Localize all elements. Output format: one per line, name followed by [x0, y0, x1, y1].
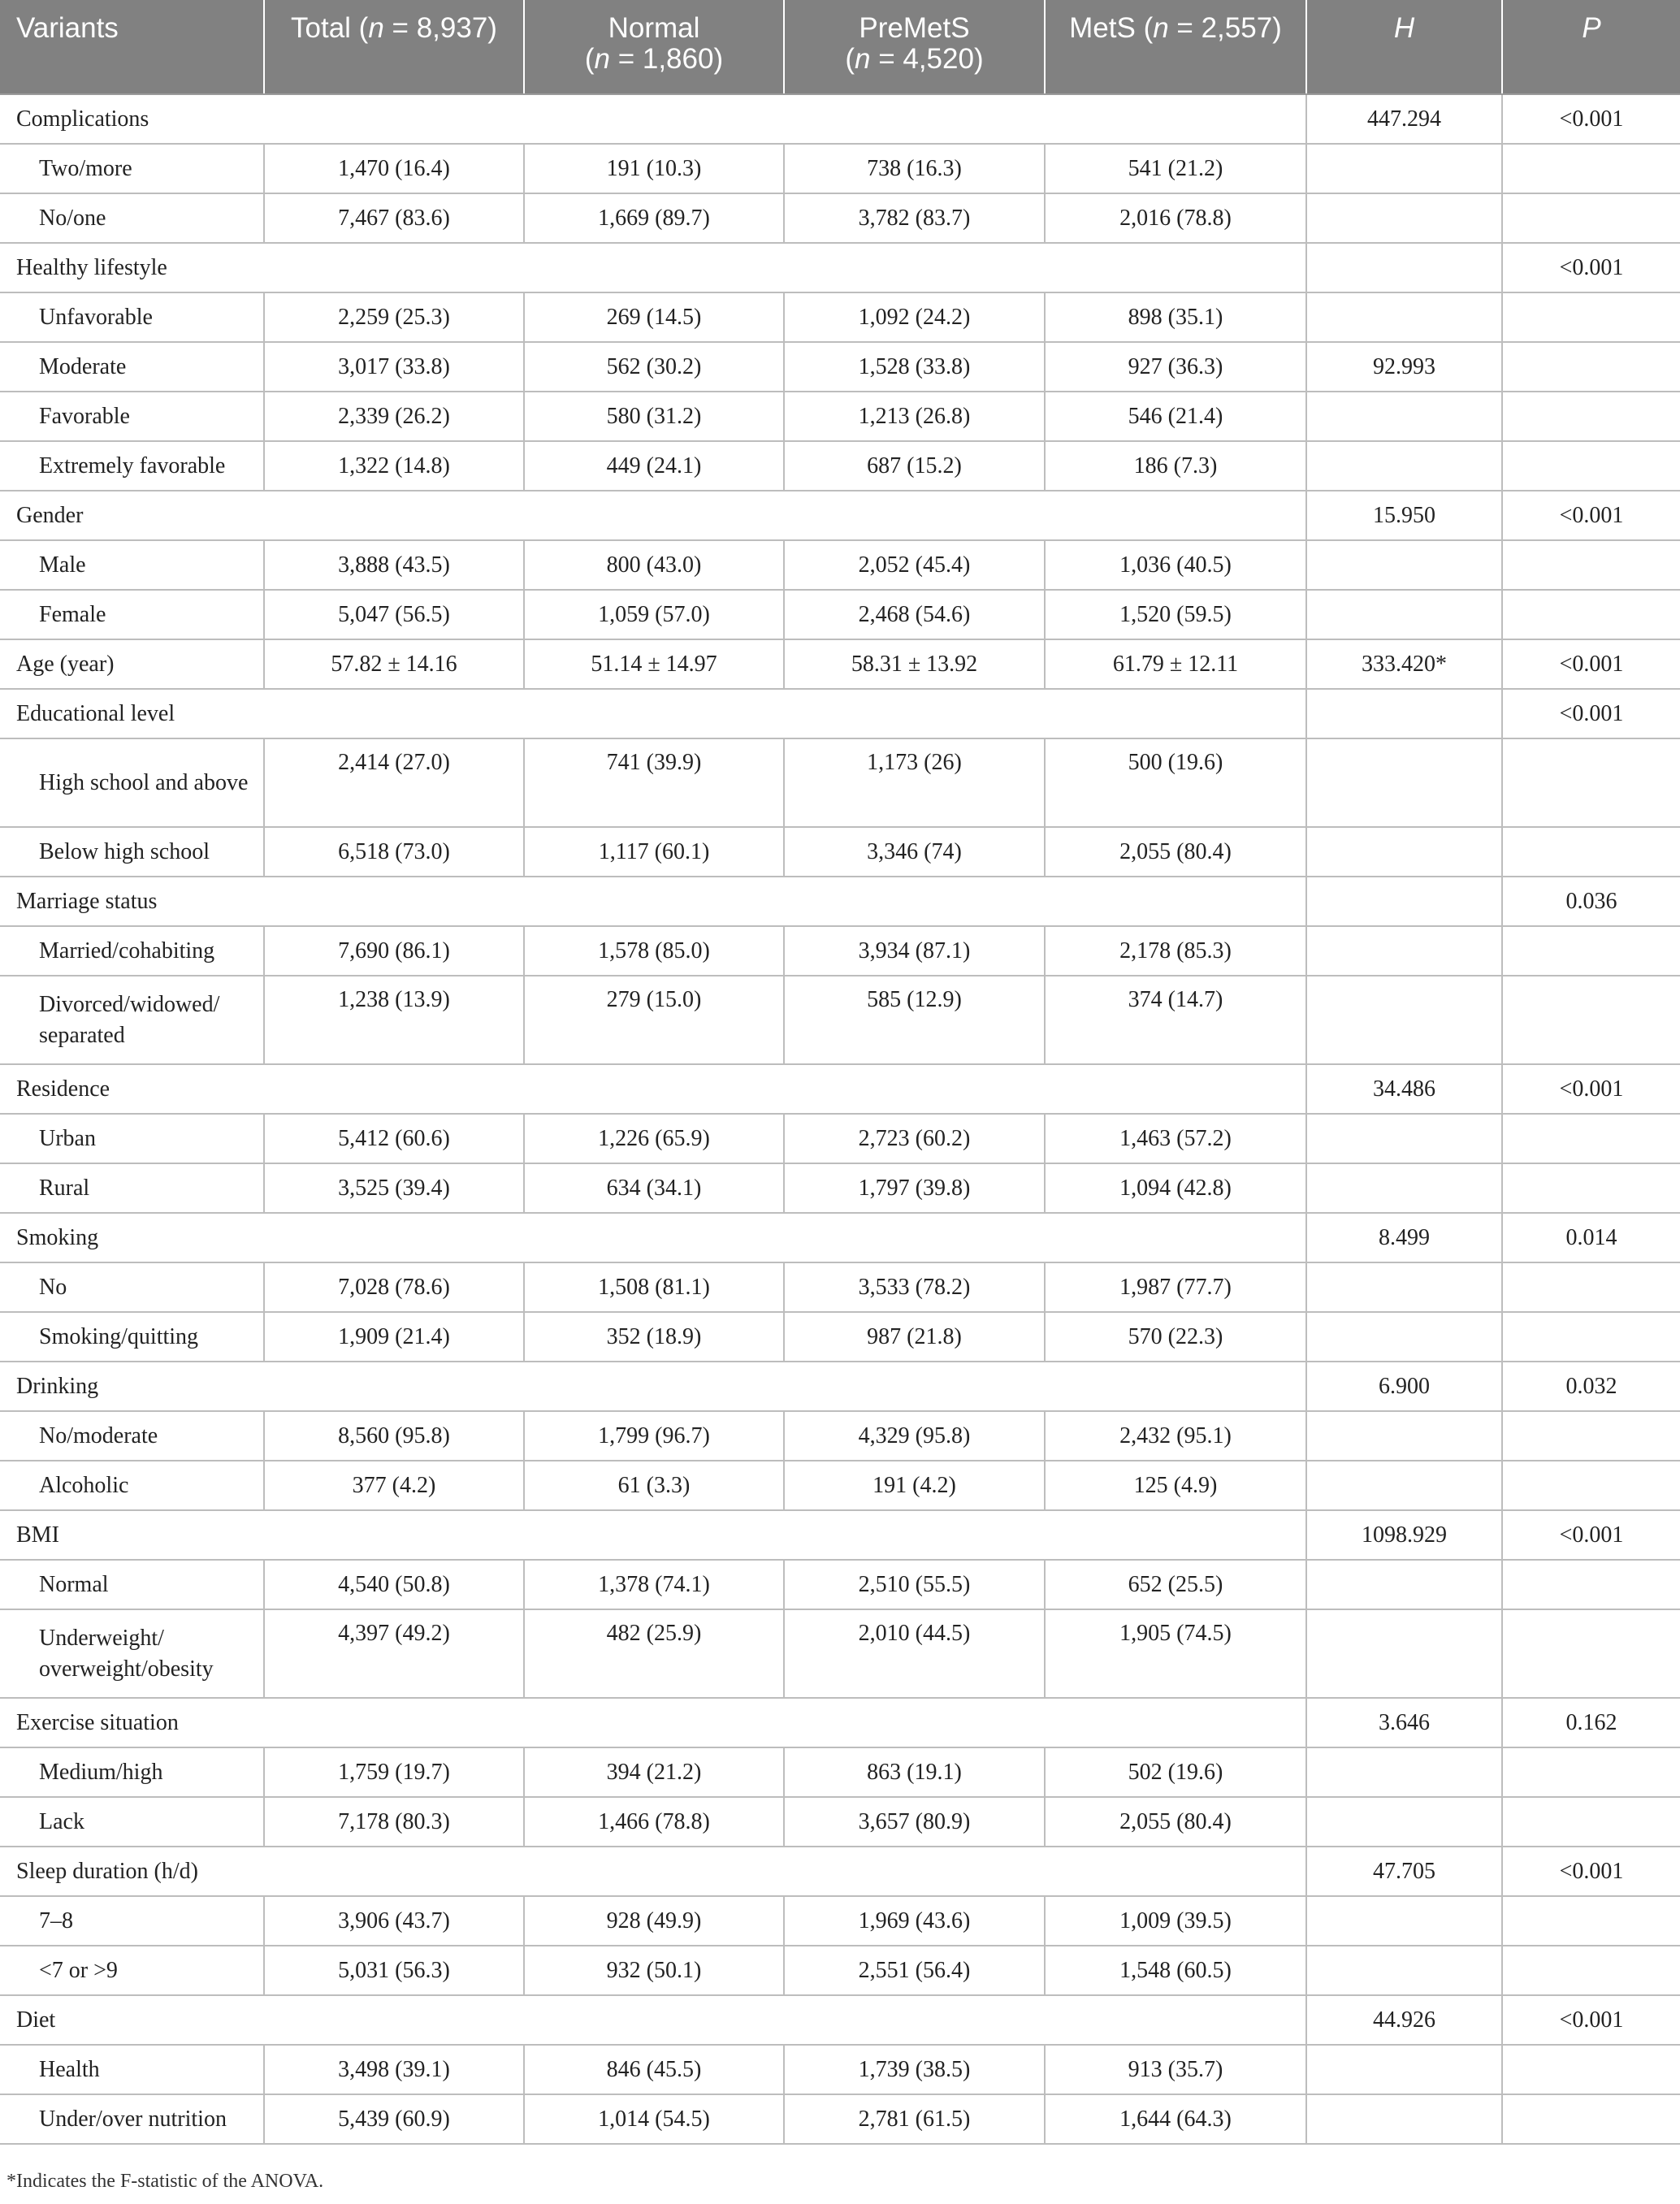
subcategory-label: Extremely favorable: [0, 441, 264, 491]
cell-premets: 58.31 ± 13.92: [784, 639, 1045, 689]
cell-premets: 863 (19.1): [784, 1747, 1045, 1797]
table-header: [0, 0, 1680, 94]
cell-p: <0.001: [1502, 1064, 1680, 1114]
subcategory-label: Urban: [0, 1114, 264, 1163]
cell-total: 4,397 (49.2): [264, 1609, 524, 1698]
cell-total: 3,525 (39.4): [264, 1163, 524, 1213]
cell-mets: 913 (35.7): [1045, 2045, 1306, 2094]
cell-h: [1306, 243, 1502, 292]
table-row: [0, 1114, 1680, 1163]
cell-h: [1306, 1461, 1502, 1510]
cell-normal: 482 (25.9): [524, 1609, 784, 1698]
cell-p: [1502, 441, 1680, 491]
table-row: [0, 1312, 1680, 1362]
cell-p: [1502, 540, 1680, 590]
cell-p: <0.001: [1502, 1847, 1680, 1896]
table-row: [0, 738, 1680, 827]
table-row: [0, 976, 1680, 1064]
table-footnote: *Indicates the F-statistic of the ANOVA.: [6, 2171, 324, 2192]
cell-p: [1502, 1609, 1680, 1698]
table-row: [0, 441, 1680, 491]
cell-normal: 634 (34.1): [524, 1163, 784, 1213]
subcategory-label: Alcoholic: [0, 1461, 264, 1510]
cell-p: [1502, 1114, 1680, 1163]
cell-premets: 2,781 (61.5): [784, 2094, 1045, 2144]
cell-p: <0.001: [1502, 1995, 1680, 2045]
cell-h: [1306, 292, 1502, 342]
cell-normal: 928 (49.9): [524, 1896, 784, 1946]
subcategory-label: Below high school: [0, 827, 264, 877]
cell-h: [1306, 590, 1502, 639]
cell-mets: 652 (25.5): [1045, 1560, 1306, 1609]
category-label: Sleep duration (h/d): [0, 1847, 1306, 1896]
table-row: [0, 1797, 1680, 1847]
subcategory-label: No/moderate: [0, 1411, 264, 1461]
cell-premets: 1,092 (24.2): [784, 292, 1045, 342]
category-label: Residence: [0, 1064, 1306, 1114]
cell-p: 0.162: [1502, 1698, 1680, 1747]
category-label: Drinking: [0, 1362, 1306, 1411]
cell-premets: 191 (4.2): [784, 1461, 1045, 1510]
cell-h: 6.900: [1306, 1362, 1502, 1411]
cell-total: 3,888 (43.5): [264, 540, 524, 590]
cell-p: [1502, 392, 1680, 441]
cell-p: [1502, 2045, 1680, 2094]
cell-h: [1306, 1609, 1502, 1698]
cell-total: 1,238 (13.9): [264, 976, 524, 1064]
cell-h: 92.993: [1306, 342, 1502, 392]
cell-h: [1306, 1896, 1502, 1946]
table-row: [0, 1362, 1680, 1411]
cell-normal: 1,059 (57.0): [524, 590, 784, 639]
cell-total: 1,322 (14.8): [264, 441, 524, 491]
cell-p: [1502, 1560, 1680, 1609]
table-row: [0, 590, 1680, 639]
table-row: [0, 1163, 1680, 1213]
cell-h: [1306, 441, 1502, 491]
cell-h: [1306, 193, 1502, 243]
cell-total: 5,047 (56.5): [264, 590, 524, 639]
cell-h: [1306, 540, 1502, 590]
cell-mets: 1,463 (57.2): [1045, 1114, 1306, 1163]
category-label: Exercise situation: [0, 1698, 1306, 1747]
cell-p: [1502, 193, 1680, 243]
cell-h: [1306, 827, 1502, 877]
cell-normal: 61 (3.3): [524, 1461, 784, 1510]
cell-premets: 3,346 (74): [784, 827, 1045, 877]
cell-mets: 541 (21.2): [1045, 144, 1306, 193]
cell-premets: 1,739 (38.5): [784, 2045, 1045, 2094]
subcategory-label: Under/over nutrition: [0, 2094, 264, 2144]
cell-total: 3,017 (33.8): [264, 342, 524, 392]
cell-normal: 51.14 ± 14.97: [524, 639, 784, 689]
cell-p: <0.001: [1502, 243, 1680, 292]
cell-mets: 2,016 (78.8): [1045, 193, 1306, 243]
table-row: [0, 1411, 1680, 1461]
cell-p: [1502, 1312, 1680, 1362]
cell-total: 7,028 (78.6): [264, 1262, 524, 1312]
subcategory-label: Divorced/widowed/ separated: [0, 976, 264, 1064]
cell-h: [1306, 2094, 1502, 2144]
cell-total: 2,259 (25.3): [264, 292, 524, 342]
cell-mets: 374 (14.7): [1045, 976, 1306, 1064]
subcategory-label: High school and above: [0, 738, 264, 827]
cell-normal: 191 (10.3): [524, 144, 784, 193]
subcategory-label: 7–8: [0, 1896, 264, 1946]
subcategory-label: Favorable: [0, 392, 264, 441]
cell-p: [1502, 1946, 1680, 1995]
cell-h: [1306, 392, 1502, 441]
subcategory-label: Two/more: [0, 144, 264, 193]
category-label: Smoking: [0, 1213, 1306, 1262]
cell-premets: 987 (21.8): [784, 1312, 1045, 1362]
cell-p: [1502, 590, 1680, 639]
header-variants: Variants: [0, 0, 264, 94]
cell-normal: 800 (43.0): [524, 540, 784, 590]
cell-normal: 562 (30.2): [524, 342, 784, 392]
table-row: [0, 1946, 1680, 1995]
cell-mets: 546 (21.4): [1045, 392, 1306, 441]
cell-premets: 3,657 (80.9): [784, 1797, 1045, 1847]
table-row: [0, 689, 1680, 738]
table-row: [0, 1747, 1680, 1797]
cell-mets: 1,987 (77.7): [1045, 1262, 1306, 1312]
table-row: [0, 639, 1680, 689]
cell-normal: 1,226 (65.9): [524, 1114, 784, 1163]
cell-h: [1306, 1747, 1502, 1797]
table-row: [0, 144, 1680, 193]
subcategory-label: Rural: [0, 1163, 264, 1213]
cell-normal: 1,799 (96.7): [524, 1411, 784, 1461]
cell-h: [1306, 1946, 1502, 1995]
cell-total: 2,414 (27.0): [264, 738, 524, 827]
table-row: [0, 1510, 1680, 1560]
cell-h: [1306, 1560, 1502, 1609]
subcategory-label: No/one: [0, 193, 264, 243]
cell-p: [1502, 1411, 1680, 1461]
table-row: [0, 1609, 1680, 1698]
table-row: [0, 94, 1680, 144]
cell-p: 0.036: [1502, 877, 1680, 926]
cell-premets: 585 (12.9): [784, 976, 1045, 1064]
cell-total: 377 (4.2): [264, 1461, 524, 1510]
table-row: [0, 1560, 1680, 1609]
table-body: [0, 94, 1680, 2144]
cell-mets: 1,644 (64.3): [1045, 2094, 1306, 2144]
cell-mets: 2,055 (80.4): [1045, 827, 1306, 877]
cell-premets: 3,533 (78.2): [784, 1262, 1045, 1312]
category-label: BMI: [0, 1510, 1306, 1560]
subcategory-label: Health: [0, 2045, 264, 2094]
cell-total: 5,439 (60.9): [264, 2094, 524, 2144]
cell-total: 1,909 (21.4): [264, 1312, 524, 1362]
row-label: Age (year): [0, 639, 264, 689]
cell-mets: 61.79 ± 12.11: [1045, 639, 1306, 689]
cell-h: 44.926: [1306, 1995, 1502, 2045]
cell-h: [1306, 877, 1502, 926]
cell-premets: 3,782 (83.7): [784, 193, 1045, 243]
cell-mets: 500 (19.6): [1045, 738, 1306, 827]
table-row: [0, 877, 1680, 926]
header-p: P: [1502, 0, 1680, 94]
header-normal: Normal (n = 1,860): [524, 0, 784, 94]
cell-mets: 186 (7.3): [1045, 441, 1306, 491]
cell-total: 1,470 (16.4): [264, 144, 524, 193]
cell-premets: 1,213 (26.8): [784, 392, 1045, 441]
cell-mets: 1,009 (39.5): [1045, 1896, 1306, 1946]
cell-total: 4,540 (50.8): [264, 1560, 524, 1609]
cell-total: 3,906 (43.7): [264, 1896, 524, 1946]
cell-premets: 2,010 (44.5): [784, 1609, 1045, 1698]
subcategory-label: Married/cohabiting: [0, 926, 264, 976]
subcategory-label: Normal: [0, 1560, 264, 1609]
cell-normal: 352 (18.9): [524, 1312, 784, 1362]
cell-h: [1306, 689, 1502, 738]
cell-h: [1306, 926, 1502, 976]
cell-p: [1502, 1262, 1680, 1312]
table-row: [0, 2045, 1680, 2094]
cell-normal: 741 (39.9): [524, 738, 784, 827]
cell-p: [1502, 1461, 1680, 1510]
cell-p: <0.001: [1502, 491, 1680, 540]
cell-h: [1306, 1163, 1502, 1213]
table-row: [0, 1896, 1680, 1946]
cell-normal: 846 (45.5): [524, 2045, 784, 2094]
cell-mets: 1,036 (40.5): [1045, 540, 1306, 590]
subcategory-label: Moderate: [0, 342, 264, 392]
cell-p: [1502, 2094, 1680, 2144]
cell-total: 1,759 (19.7): [264, 1747, 524, 1797]
subcategory-label: <7 or >9: [0, 1946, 264, 1995]
header-h: H: [1306, 0, 1502, 94]
cell-h: [1306, 1797, 1502, 1847]
subcategory-label: Female: [0, 590, 264, 639]
cell-h: 1098.929: [1306, 1510, 1502, 1560]
table-row: [0, 926, 1680, 976]
header-premets: PreMetS (n = 4,520): [784, 0, 1045, 94]
cell-normal: 1,117 (60.1): [524, 827, 784, 877]
cell-h: 447.294: [1306, 94, 1502, 144]
cell-p: [1502, 827, 1680, 877]
cell-p: [1502, 976, 1680, 1064]
table-row: [0, 1064, 1680, 1114]
cell-normal: 1,669 (89.7): [524, 193, 784, 243]
subcategory-label: Medium/high: [0, 1747, 264, 1797]
cell-h: [1306, 1411, 1502, 1461]
cell-premets: 3,934 (87.1): [784, 926, 1045, 976]
table-row: [0, 1262, 1680, 1312]
cell-p: <0.001: [1502, 1510, 1680, 1560]
subcategory-label: Lack: [0, 1797, 264, 1847]
cell-h: [1306, 1262, 1502, 1312]
cell-p: 0.032: [1502, 1362, 1680, 1411]
header-row: [0, 0, 1680, 94]
cell-p: [1502, 1797, 1680, 1847]
header-mets: MetS (n = 2,557): [1045, 0, 1306, 94]
cell-h: [1306, 2045, 1502, 2094]
cell-mets: 2,432 (95.1): [1045, 1411, 1306, 1461]
cell-p: <0.001: [1502, 689, 1680, 738]
subcategory-label: Unfavorable: [0, 292, 264, 342]
cell-normal: 279 (15.0): [524, 976, 784, 1064]
cell-h: [1306, 738, 1502, 827]
cell-total: 8,560 (95.8): [264, 1411, 524, 1461]
table-row: [0, 1847, 1680, 1896]
cell-p: [1502, 738, 1680, 827]
cell-total: 5,412 (60.6): [264, 1114, 524, 1163]
cell-h: 47.705: [1306, 1847, 1502, 1896]
cell-p: [1502, 1896, 1680, 1946]
header-total: Total (n = 8,937): [264, 0, 524, 94]
category-label: Diet: [0, 1995, 1306, 2045]
cell-p: [1502, 1747, 1680, 1797]
category-label: Marriage status: [0, 877, 1306, 926]
cell-h: [1306, 1312, 1502, 1362]
cell-total: 57.82 ± 14.16: [264, 639, 524, 689]
cell-mets: 898 (35.1): [1045, 292, 1306, 342]
cell-h: 3.646: [1306, 1698, 1502, 1747]
table-row: [0, 193, 1680, 243]
cell-mets: 502 (19.6): [1045, 1747, 1306, 1797]
cell-total: 7,178 (80.3): [264, 1797, 524, 1847]
subcategory-label: Male: [0, 540, 264, 590]
cell-p: [1502, 292, 1680, 342]
subcategory-label: Underweight/ overweight/obesity: [0, 1609, 264, 1698]
table-row: [0, 392, 1680, 441]
cell-h: [1306, 144, 1502, 193]
table-row: [0, 540, 1680, 590]
cell-normal: 1,466 (78.8): [524, 1797, 784, 1847]
table-row: [0, 1995, 1680, 2045]
cell-p: [1502, 1163, 1680, 1213]
cell-premets: 2,510 (55.5): [784, 1560, 1045, 1609]
category-label: Complications: [0, 94, 1306, 144]
cell-h: [1306, 1114, 1502, 1163]
cell-normal: 1,014 (54.5): [524, 2094, 784, 2144]
cell-premets: 2,551 (56.4): [784, 1946, 1045, 1995]
cell-normal: 269 (14.5): [524, 292, 784, 342]
table-row: [0, 1698, 1680, 1747]
cell-premets: 4,329 (95.8): [784, 1411, 1045, 1461]
cell-mets: 1,094 (42.8): [1045, 1163, 1306, 1213]
cell-normal: 580 (31.2): [524, 392, 784, 441]
table-row: [0, 827, 1680, 877]
cell-normal: 449 (24.1): [524, 441, 784, 491]
subcategory-label: Smoking/quitting: [0, 1312, 264, 1362]
cell-h: 34.486: [1306, 1064, 1502, 1114]
table-row: [0, 342, 1680, 392]
cell-normal: 932 (50.1): [524, 1946, 784, 1995]
cell-normal: 394 (21.2): [524, 1747, 784, 1797]
category-label: Healthy lifestyle: [0, 243, 1306, 292]
cell-p: [1502, 342, 1680, 392]
cell-premets: 2,723 (60.2): [784, 1114, 1045, 1163]
cell-total: 2,339 (26.2): [264, 392, 524, 441]
cell-mets: 2,055 (80.4): [1045, 1797, 1306, 1847]
cell-premets: 2,468 (54.6): [784, 590, 1045, 639]
cell-premets: 2,052 (45.4): [784, 540, 1045, 590]
category-label: Gender: [0, 491, 1306, 540]
cell-total: 7,467 (83.6): [264, 193, 524, 243]
table-row: [0, 1461, 1680, 1510]
cell-p: [1502, 926, 1680, 976]
cell-premets: 687 (15.2): [784, 441, 1045, 491]
cell-p: <0.001: [1502, 94, 1680, 144]
cell-premets: 1,797 (39.8): [784, 1163, 1045, 1213]
cell-p: <0.001: [1502, 639, 1680, 689]
subcategory-label: No: [0, 1262, 264, 1312]
cell-premets: 1,173 (26): [784, 738, 1045, 827]
cell-h: [1306, 976, 1502, 1064]
cell-mets: 125 (4.9): [1045, 1461, 1306, 1510]
cell-h: 333.420*: [1306, 639, 1502, 689]
table-row: [0, 2094, 1680, 2144]
table-row: [0, 1213, 1680, 1262]
cell-normal: 1,508 (81.1): [524, 1262, 784, 1312]
cell-premets: 1,528 (33.8): [784, 342, 1045, 392]
cell-mets: 1,905 (74.5): [1045, 1609, 1306, 1698]
table-row: [0, 491, 1680, 540]
cell-premets: 1,969 (43.6): [784, 1896, 1045, 1946]
cell-mets: 927 (36.3): [1045, 342, 1306, 392]
cell-total: 5,031 (56.3): [264, 1946, 524, 1995]
cell-premets: 738 (16.3): [784, 144, 1045, 193]
table-row: [0, 292, 1680, 342]
cell-h: 15.950: [1306, 491, 1502, 540]
cell-h: 8.499: [1306, 1213, 1502, 1262]
cell-normal: 1,378 (74.1): [524, 1560, 784, 1609]
cell-total: 7,690 (86.1): [264, 926, 524, 976]
category-label: Educational level: [0, 689, 1306, 738]
table-row: [0, 243, 1680, 292]
cell-normal: 1,578 (85.0): [524, 926, 784, 976]
cell-mets: 1,520 (59.5): [1045, 590, 1306, 639]
cell-mets: 1,548 (60.5): [1045, 1946, 1306, 1995]
cell-p: 0.014: [1502, 1213, 1680, 1262]
cell-total: 3,498 (39.1): [264, 2045, 524, 2094]
cell-total: 6,518 (73.0): [264, 827, 524, 877]
cell-p: [1502, 144, 1680, 193]
cell-mets: 2,178 (85.3): [1045, 926, 1306, 976]
cell-mets: 570 (22.3): [1045, 1312, 1306, 1362]
